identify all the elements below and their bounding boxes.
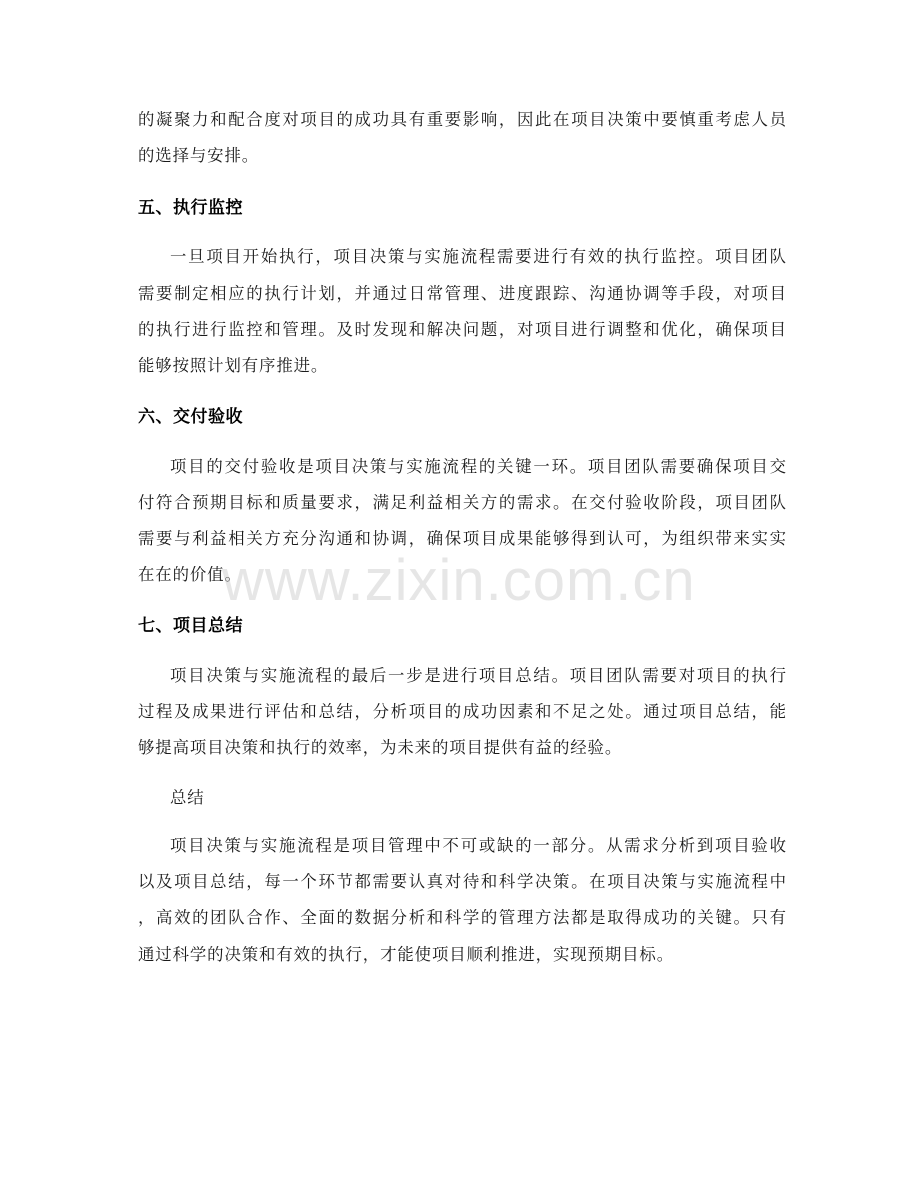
section6-line-3: 需要与利益相关方充分沟通和协调，确保项目成果能够得到认可，为组织带来实实 [138,529,786,548]
section5-line-3: 的执行进行监控和管理。及时发现和解决问题，对项目进行调整和优化，确保项目 [138,320,786,339]
section7-line-3: 够提高项目决策和执行的效率，为未来的项目提供有益的经验。 [138,738,623,757]
section6-line-2: 付符合预期目标和质量要求，满足利益相关方的需求。在交付验收阶段，项目团队 [138,493,786,512]
section7-line-2: 过程及成果进行评估和总结，分析项目的成功因素和不足之处。通过项目总结，能 [138,702,786,721]
summary-line-2: 以及项目总结，每一个环节都需要认真对待和科学决策。在项目决策与实施流程中 [138,872,786,891]
section-heading-execution-monitoring: 五、执行监控 [138,198,243,218]
watermark: www.zixin.com.cn [222,548,696,613]
intro-line-1: 的凝聚力和配合度对项目的成功具有重要影响，因此在项目决策中要慎重考虑人员 [138,110,786,129]
section6-line-1: 项目的交付验收是项目决策与实施流程的关键一环。项目团队需要确保项目交 [170,457,786,476]
section5-line-4: 能够按照计划有序推进。 [138,356,329,375]
section-heading-project-summary: 七、项目总结 [138,616,243,636]
summary-line-3: ，高效的团队合作、全面的数据分析和科学的管理方法都是取得成功的关键。只有 [138,908,786,927]
section5-line-1: 一旦项目开始执行，项目决策与实施流程需要进行有效的执行监控。项目团队 [170,247,786,266]
summary-line-1: 项目决策与实施流程是项目管理中不可或缺的一部分。从需求分析到项目验收 [170,836,786,855]
summary-line-4: 通过科学的决策和有效的执行，才能使项目顺利推进，实现预期目标。 [138,945,675,964]
intro-line-2: 的选择与安排。 [138,146,260,165]
section5-line-2: 需要制定相应的执行计划，并通过日常管理、进度跟踪、沟通协调等手段，对项目 [138,284,786,303]
section7-line-1: 项目决策与实施流程的最后一步是进行项目总结。项目团队需要对项目的执行 [170,666,786,685]
section-heading-delivery-acceptance: 六、交付验收 [138,407,243,427]
summary-label: 总结 [170,788,205,807]
section6-line-4: 在在的价值。 [138,565,242,584]
